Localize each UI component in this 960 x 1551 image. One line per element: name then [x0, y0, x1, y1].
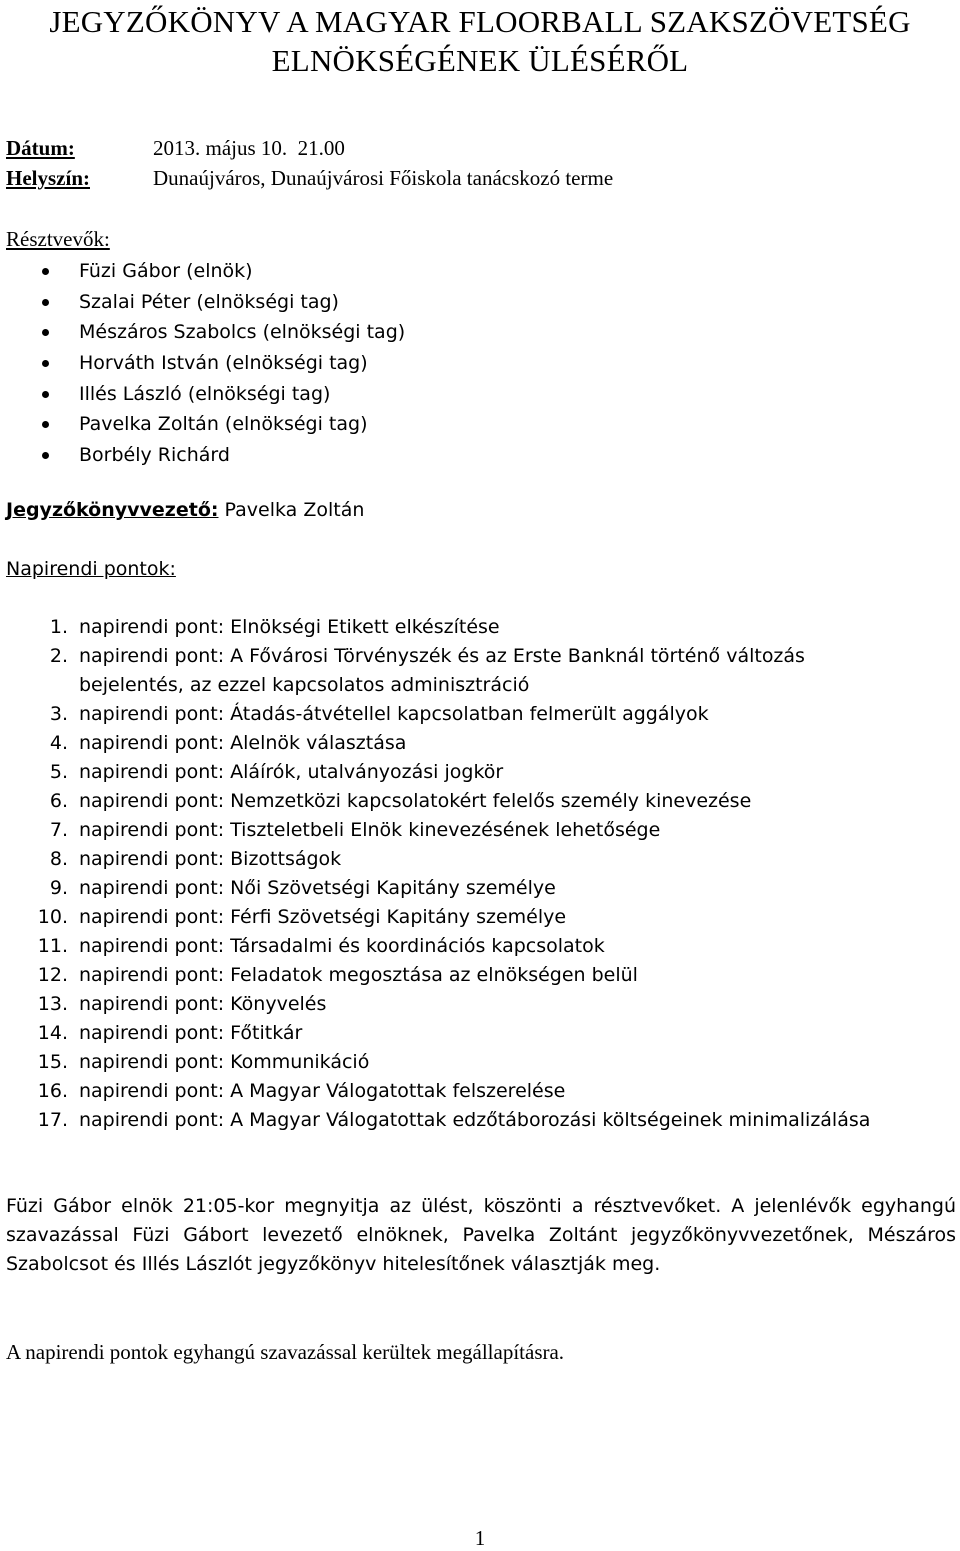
place-label: Helyszín:: [6, 166, 90, 190]
document-title: [0, 2, 960, 80]
agenda-item-text: napirendi pont: A Magyar Válogatottak edzőtáborozási költségeinek minimalizálása: [79, 1109, 871, 1131]
agenda-item: [0, 642, 900, 700]
agenda-item-number: 3.: [49, 703, 68, 725]
agenda-item-text: napirendi pont: A Magyar Válogatottak felszerelése: [79, 1080, 566, 1102]
agenda-item-text: napirendi pont: Aláírók, utalványozási jogkör: [79, 761, 504, 783]
agenda-item: [0, 1048, 900, 1077]
agenda-item-text: napirendi pont: Társadalmi és koordinációs kapcsolatok: [79, 935, 605, 957]
attendees-heading: Résztvevők:: [6, 227, 110, 251]
agenda-item-text: napirendi pont: Bizottságok: [79, 848, 342, 870]
agenda-item-text: napirendi pont: Átadás-átvétellel kapcsolatban felmerült aggályok: [79, 703, 709, 725]
agenda-item-number: 6.: [49, 790, 68, 812]
agenda-item: [0, 758, 900, 787]
agenda-item-number: 17.: [37, 1109, 68, 1131]
agenda-item-text: napirendi pont: A Fővárosi Törvényszék és az Erste Banknál történő változás bejelentés, az ezzel kapcsolatos adminisztráció: [79, 645, 805, 696]
place-value: Dunaújváros, Dunaújvárosi Főiskola tanácskozó terme: [153, 166, 614, 190]
agenda-item-text: napirendi pont: Könyvelés: [79, 993, 327, 1015]
agenda-item-number: 5.: [49, 761, 68, 783]
attendee-item: Pavelka Zoltán (elnökségi tag): [0, 409, 405, 440]
agenda-item-number: 2.: [49, 645, 68, 667]
agenda-item-number: 7.: [49, 819, 68, 841]
agenda-list: [0, 613, 900, 1135]
date-row: [6, 134, 345, 162]
agenda-item-text: napirendi pont: Alelnök választása: [79, 732, 407, 754]
agenda-item: [0, 816, 900, 845]
agenda-item: [0, 613, 900, 642]
attendees-list: [0, 256, 405, 471]
agenda-item-number: 10.: [37, 906, 68, 928]
attendee-item: Mészáros Szabolcs (elnökségi tag): [0, 317, 405, 348]
agenda-item: [0, 845, 900, 874]
agenda-item: [0, 1077, 900, 1106]
agenda-item-number: 8.: [49, 848, 68, 870]
page-number: 1: [474, 1526, 486, 1550]
agenda-item: [0, 932, 900, 961]
agenda-item-text: napirendi pont: Tiszteletbeli Elnök kinevezésének lehetősége: [79, 819, 661, 841]
agenda-item-number: 1.: [49, 616, 68, 638]
document-title-line-1: JEGYZŐKÖNYV A MAGYAR FLOORBALL SZAKSZÖVETSÉG: [49, 4, 911, 39]
agenda-item-text: napirendi pont: Férfi Szövetségi Kapitány személye: [79, 906, 567, 928]
agenda-item-number: 15.: [37, 1051, 68, 1073]
agenda-item-number: 12.: [37, 964, 68, 986]
agenda-item: [0, 1019, 900, 1048]
attendee-item: Horváth István (elnökségi tag): [0, 348, 405, 379]
agenda-item: [0, 961, 900, 990]
agenda-item-text: napirendi pont: Kommunikáció: [79, 1051, 370, 1073]
date-label: Dátum:: [6, 136, 75, 160]
agenda-item-text: napirendi pont: Főtitkár: [79, 1022, 303, 1044]
agenda-item: [0, 990, 900, 1019]
agenda-item-text: napirendi pont: Nemzetközi kapcsolatokért felelős személy kinevezése: [79, 790, 752, 812]
agenda-heading: Napirendi pontok:: [6, 558, 176, 580]
recorder-row: [6, 497, 364, 523]
attendee-item: Füzi Gábor (elnök): [0, 256, 405, 287]
agenda-item: [0, 700, 900, 729]
attendee-item: Borbély Richárd: [0, 440, 405, 471]
agenda-item-number: 9.: [49, 877, 68, 899]
agenda-item: [0, 903, 900, 932]
agenda-item-number: 11.: [37, 935, 68, 957]
agenda-item-text: napirendi pont: Női Szövetségi Kapitány személye: [79, 877, 556, 899]
document-title-line-2: ELNÖKSÉGÉNEK ÜLÉSÉRŐL: [271, 43, 689, 78]
agenda-item-number: 16.: [37, 1080, 68, 1102]
agenda-item-text: napirendi pont: Feladatok megosztása az elnökségen belül: [79, 964, 638, 986]
attendee-item: Illés László (elnökségi tag): [0, 379, 405, 410]
opening-paragraph: Füzi Gábor elnök 21:05-kor megnyitja az ülést, köszönti a résztvevőket. A jelenlévők egyhangú szavazással Füzi Gábort levezető elnöknek, Pavelka Zoltánt jegyzőkönyvvezetőnek, Mészáros Szabolcsot és Illés Lászlót jegyzőkönyv hitelesítőnek választják meg.: [6, 1195, 956, 1275]
agenda-item: [0, 1106, 900, 1135]
agenda-item-number: 13.: [37, 993, 68, 1015]
agenda-item: [0, 729, 900, 758]
agenda-item-number: 14.: [37, 1022, 68, 1044]
date-value: 2013. május 10. 21.00: [153, 136, 345, 160]
agenda-item-text: napirendi pont: Elnökségi Etikett elkészítése: [79, 616, 500, 638]
agenda-item: [0, 787, 900, 816]
recorder-value: Pavelka Zoltán: [218, 499, 365, 521]
closing-paragraph: A napirendi pontok egyhangú szavazással kerültek megállapításra.: [6, 1340, 565, 1364]
attendee-item: Szalai Péter (elnökségi tag): [0, 287, 405, 318]
agenda-item: [0, 874, 900, 903]
agenda-item-number: 4.: [49, 732, 68, 754]
recorder-label: Jegyzőkönyvvezető:: [6, 499, 219, 521]
place-row: [6, 164, 613, 192]
